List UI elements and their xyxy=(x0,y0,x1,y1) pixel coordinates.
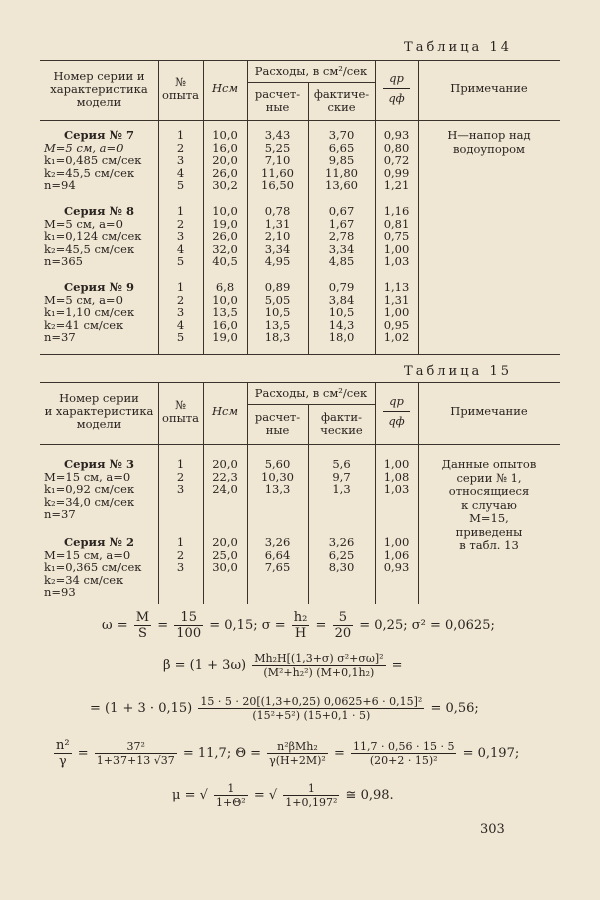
table-cell-h: 10,0 xyxy=(212,128,238,142)
table15-series-param: M=15 см, a=0 xyxy=(44,547,131,562)
table-cell-ratio: 1,08 xyxy=(383,469,410,484)
table15-flow-rule xyxy=(247,404,375,405)
table-cell-h: 20,0 xyxy=(212,535,238,549)
table14-header-ratio: qр qф xyxy=(375,72,418,105)
table14-header-flow: Расходы, в см²/сек xyxy=(254,64,368,78)
table15-series-param: n=37 xyxy=(44,507,76,521)
table-cell-h: 19,0 xyxy=(212,216,238,231)
table-cell-calc: 0,78 xyxy=(264,204,291,218)
table-cell-ratio: 1,06 xyxy=(383,547,410,562)
table14-series-param: M=5 см, a=0 xyxy=(44,292,123,307)
table-cell-ratio: 1,13 xyxy=(383,280,410,294)
table-cell-h: 40,5 xyxy=(212,254,238,268)
table-cell-h: 6,8 xyxy=(215,280,235,294)
table-cell-run: 1 xyxy=(176,280,185,294)
table14 xyxy=(40,60,560,360)
table14-series-param: k₂=41 см/сек xyxy=(44,317,124,332)
table15-series-param: M=15 см, a=0 xyxy=(44,469,131,484)
table15-header-run: № опыта xyxy=(162,398,199,425)
table-cell-h: 16,0 xyxy=(212,317,238,332)
table14-series-param: n=94 xyxy=(44,178,76,192)
table14-series-title: Серия № 9 xyxy=(63,280,135,294)
table14-header-series: Номер серии и характеристика модели xyxy=(50,69,148,109)
table-cell-fact: 11,80 xyxy=(325,165,358,180)
table-cell-fact: 6,25 xyxy=(328,547,355,562)
table-cell-ratio: 1,16 xyxy=(383,204,410,218)
table-cell-calc: 0,89 xyxy=(264,280,291,294)
table15-header-rule xyxy=(40,444,560,445)
table-cell-fact: 4,85 xyxy=(328,254,355,268)
table14-header-note: Примечание xyxy=(450,81,528,95)
table15-header-flow: Расходы, в см²/сек xyxy=(254,386,368,400)
table-cell-h: 16,0 xyxy=(212,140,238,155)
table15-top-rule xyxy=(40,382,560,383)
table-cell-ratio: 0,75 xyxy=(383,229,410,243)
table-cell-fact: 13,60 xyxy=(325,178,358,192)
table14-header-rule xyxy=(40,120,560,121)
formula-beta: β = (1 + 3ω) $\frac{\text{Mh₂H[(1,3+σ) σ²+σω]²}}{\text{(M²+h₂²) (M+0,1h₂)}}$ = xyxy=(163,652,403,679)
table-cell-calc: 11,60 xyxy=(261,165,294,180)
table-cell-calc: 6,64 xyxy=(264,547,291,562)
table-cell-h: 24,0 xyxy=(212,482,238,496)
table15-header-ratio: qр qф xyxy=(375,395,418,428)
table-cell-run: 3 xyxy=(176,229,185,243)
table14-series-title: Серия № 8 xyxy=(63,204,135,218)
table14-series-param: k₂=45,5 см/сек xyxy=(44,165,135,180)
table-cell-run: 2 xyxy=(176,140,185,155)
table-cell-fact: 5,6 xyxy=(332,457,351,471)
table-cell-ratio: 0,72 xyxy=(383,153,410,167)
table-cell-ratio: 1,03 xyxy=(383,482,410,496)
table-cell-calc: 4,95 xyxy=(264,254,291,268)
table-cell-run: 3 xyxy=(176,153,185,167)
table15-header-note: Примечание xyxy=(450,404,528,418)
table-cell-calc: 5,25 xyxy=(264,140,291,155)
table14-header-calc: расчет- ные xyxy=(254,87,301,114)
table-cell-h: 19,0 xyxy=(212,330,238,344)
table-cell-h: 25,0 xyxy=(212,547,238,562)
table-cell-calc: 5,05 xyxy=(264,292,291,307)
table-cell-fact: 9,85 xyxy=(328,153,355,167)
table-cell-fact: 0,67 xyxy=(328,204,355,218)
table-cell-fact: 3,70 xyxy=(328,128,355,142)
table-cell-fact: 3,26 xyxy=(328,535,355,549)
table-cell-ratio: 1,00 xyxy=(383,305,410,319)
table-cell-run: 1 xyxy=(176,535,185,549)
table-cell-run: 2 xyxy=(176,216,185,231)
table-cell-h: 26,0 xyxy=(212,229,238,243)
table14-series-title: Серия № 7 xyxy=(63,128,135,142)
table14-header-run: № опыта xyxy=(162,75,199,102)
table-cell-run: 4 xyxy=(176,317,185,332)
table14-series-param: n=37 xyxy=(44,330,76,344)
table14-col-rule xyxy=(418,60,419,354)
table-cell-calc: 13,5 xyxy=(264,317,291,332)
table-cell-run: 1 xyxy=(176,204,185,218)
table15-note: Данные опытов серии № 1, относящиеся к случаю M=15, приведены в табл. 13 xyxy=(441,457,537,552)
table-cell-ratio: 1,00 xyxy=(383,535,410,549)
table15-header-series: Номер серии и характеристика модели xyxy=(44,391,154,431)
table-cell-h: 22,3 xyxy=(212,469,238,484)
table-cell-calc: 3,26 xyxy=(264,535,291,549)
table-cell-h: 30,2 xyxy=(212,178,238,192)
table-cell-h: 10,0 xyxy=(212,204,238,218)
table-cell-ratio: 1,31 xyxy=(383,292,410,307)
formula-theta: $\frac{\text{n²}}{\gamma}$ = $\frac{\text{37²}}{1+37+13 √37}$ = 11,7; Θ = n²βMh₂ γ(H+2M)² = $\frac{11,7 \cdot 0,56 \cdot 15 \cdot 5}{\text{(20+2 · 15)²}}$ = 0,197; xyxy=(56,738,520,769)
table-cell-ratio: 0,93 xyxy=(383,560,410,574)
table-cell-ratio: 1,02 xyxy=(383,330,410,344)
table-cell-fact: 6,65 xyxy=(328,140,355,155)
table-cell-ratio: 1,00 xyxy=(383,457,410,471)
table14-flow-rule xyxy=(247,82,375,83)
table14-series-param: k₂=45,5 см/сек xyxy=(44,241,135,256)
table-cell-run: 3 xyxy=(176,305,185,319)
table-cell-fact: 1,67 xyxy=(328,216,355,231)
table-cell-fact: 0,79 xyxy=(328,280,355,294)
table-cell-ratio: 0,99 xyxy=(383,165,410,180)
table14-series-param: k₁=0,485 см/сек xyxy=(44,153,142,167)
table-cell-run: 2 xyxy=(176,547,185,562)
table-cell-ratio: 1,00 xyxy=(383,241,410,256)
table14-series-param: k₁=0,124 см/сек xyxy=(44,229,142,243)
table15-header-fact: факти- ческие xyxy=(320,410,363,437)
table15-series-param: k₁=0,92 см/сек xyxy=(44,482,135,496)
table-cell-run: 5 xyxy=(176,254,185,268)
table-cell-run: 2 xyxy=(176,469,185,484)
table-cell-run: 3 xyxy=(176,560,185,574)
table-cell-h: 20,0 xyxy=(212,457,238,471)
table-cell-h: 26,0 xyxy=(212,165,238,180)
table-cell-calc: 7,65 xyxy=(264,560,291,574)
table15-series-param: k₂=34,0 см/сек xyxy=(44,494,135,509)
table-cell-ratio: 1,03 xyxy=(383,254,410,268)
table14-series-param: k₁=1,10 см/сек xyxy=(44,305,135,319)
page-number: 303 xyxy=(480,822,505,837)
table14-note: H—напор над водоупором xyxy=(447,128,531,156)
table-cell-run: 2 xyxy=(176,292,185,307)
table-cell-run: 3 xyxy=(176,482,185,496)
table-cell-run: 1 xyxy=(176,128,185,142)
table-cell-fact: 9,7 xyxy=(332,469,351,484)
table-cell-fact: 3,34 xyxy=(328,241,355,256)
formula-mu: μ = √ $\frac{1}{\text{1+Θ²}}$ = √ $\frac{1}{\text{1+0,197²}}$ ≅ 0,98. xyxy=(172,782,394,809)
table-cell-ratio: 0,81 xyxy=(383,216,410,231)
table15-series-param: k₁=0,365 см/сек xyxy=(44,560,142,574)
table-cell-fact: 14,3 xyxy=(328,317,355,332)
table-cell-fact: 10,5 xyxy=(328,305,355,319)
table-cell-fact: 3,84 xyxy=(328,292,355,307)
table14-series-param: n=365 xyxy=(44,254,83,268)
table-cell-calc: 13,3 xyxy=(264,482,291,496)
table-cell-run: 1 xyxy=(176,457,185,471)
table-cell-ratio: 0,95 xyxy=(383,317,410,332)
table-cell-ratio: 1,21 xyxy=(383,178,410,192)
table-cell-h: 20,0 xyxy=(212,153,238,167)
table14-caption: Таблица 14 xyxy=(404,40,512,55)
table14-header-fact: фактиче- ские xyxy=(313,87,370,114)
table14-header-h: Hсм xyxy=(211,81,238,95)
table-cell-fact: 1,3 xyxy=(332,482,351,496)
table-cell-h: 10,0 xyxy=(212,292,238,307)
table-cell-calc: 16,50 xyxy=(261,178,294,192)
table14-bottom-rule xyxy=(40,354,560,355)
table-cell-calc: 10,5 xyxy=(264,305,291,319)
table-cell-ratio: 0,80 xyxy=(383,140,410,155)
table-cell-calc: 3,34 xyxy=(264,241,291,256)
table-cell-run: 5 xyxy=(176,178,185,192)
table15-header-h: Hсм xyxy=(211,404,238,418)
formula-beta-value: = (1 + 3 · 0,15) $\frac{\text{15 · 5 · 20[(1,3+0,25) 0,0625+6 · 0,15]²}}{\text{(15²+5²) (15+0,1 · 5)}}$ = 0,56; xyxy=(90,695,479,722)
table14-series-param: M=5 см, a=0 xyxy=(44,140,124,155)
table15-series-param: n=93 xyxy=(44,585,76,599)
formula-omega-sigma: ω = $\frac{M}{S}$ = $\frac{15}{100}$ = 0,15; σ = $\frac{\text{h₂}}{H}$ = $\frac{5}{20}$ = 0,25; σ² = 0,0625; xyxy=(102,610,495,641)
table-cell-run: 4 xyxy=(176,165,185,180)
table15 xyxy=(40,382,560,604)
table15-series-title: Серия № 2 xyxy=(63,535,135,549)
table-cell-calc: 3,43 xyxy=(264,128,291,142)
table-cell-calc: 2,10 xyxy=(264,229,291,243)
table-cell-calc: 18,3 xyxy=(264,330,291,344)
table14-series-param: M=5 см, a=0 xyxy=(44,216,123,231)
table-cell-calc: 7,10 xyxy=(264,153,291,167)
table-cell-ratio: 0,93 xyxy=(383,128,410,142)
table15-caption: Таблица 15 xyxy=(404,364,512,379)
table-cell-h: 13,5 xyxy=(212,305,238,319)
table15-series-param: k₂=34 см/сек xyxy=(44,572,124,587)
table-cell-calc: 5,60 xyxy=(264,457,291,471)
table-cell-fact: 2,78 xyxy=(328,229,355,243)
table15-header-calc: расчет- ные xyxy=(254,410,301,437)
table-cell-run: 5 xyxy=(176,330,185,344)
table-cell-fact: 18,0 xyxy=(328,330,355,344)
table14-top-rule xyxy=(40,60,560,61)
table-cell-fact: 8,30 xyxy=(328,560,355,574)
table15-series-title: Серия № 3 xyxy=(63,457,135,471)
table-cell-h: 32,0 xyxy=(212,241,238,256)
table-cell-calc: 1,31 xyxy=(264,216,291,231)
table-cell-calc: 10,30 xyxy=(261,469,294,484)
table-cell-run: 4 xyxy=(176,241,185,256)
table-cell-h: 30,0 xyxy=(212,560,238,574)
